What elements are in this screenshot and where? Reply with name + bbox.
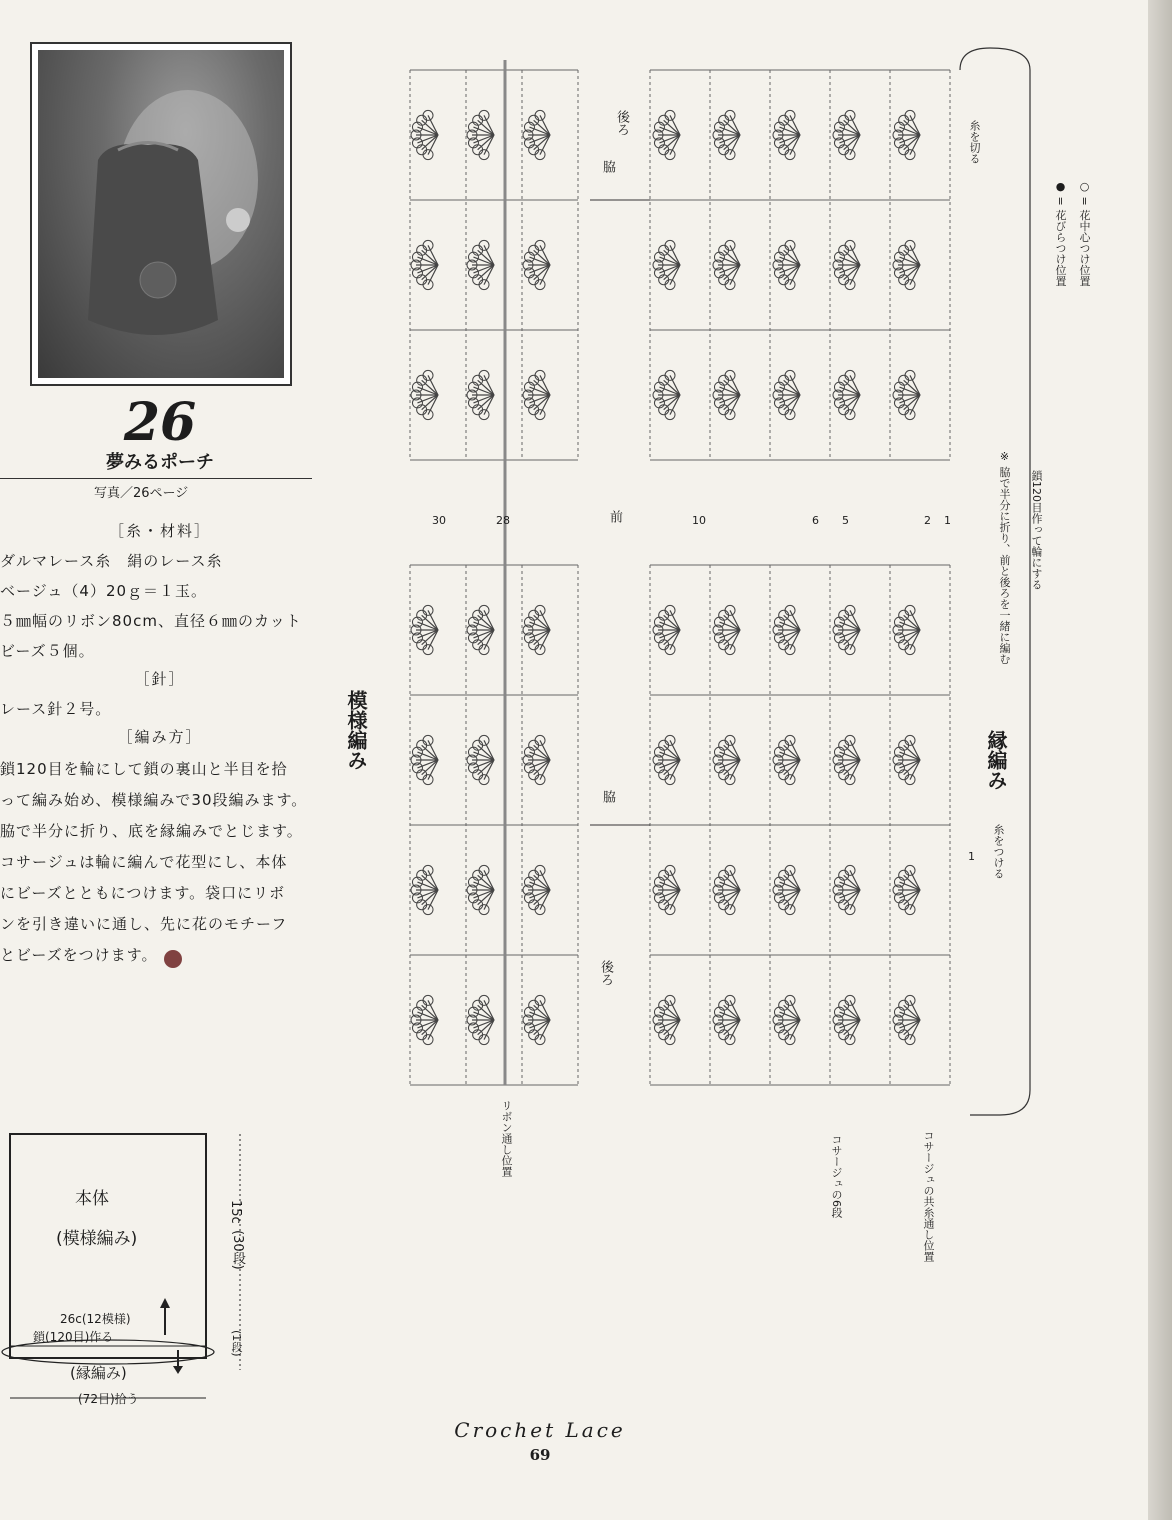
materials-line: ダルマレース糸 絹のレース糸 (0, 552, 223, 570)
cut-yarn-label: 糸を切る (968, 120, 981, 164)
schematic-edge-rows: (1段) (230, 1330, 243, 1357)
method-line: にビーズとともにつけます。袋口にリボ (0, 884, 286, 902)
legend-center: ○ = 花中心つけ位置 (1078, 180, 1091, 287)
fan-motif (833, 240, 860, 289)
fan-motif (653, 735, 680, 784)
fan-motif (523, 995, 550, 1044)
fan-motif (893, 735, 920, 784)
fan-motif (773, 240, 800, 289)
chart-front: 前 (607, 510, 622, 523)
chart-side-bottom: 脇 (600, 790, 615, 803)
crochet-chart (344, 40, 1070, 1262)
row-marker: 6 (812, 514, 819, 527)
fan-motif (523, 370, 550, 419)
fan-motif (713, 110, 740, 159)
corsage-rows-label: コサージュの6段 (830, 1134, 843, 1218)
method-line: ンを引き違いに通し、先に花のモチーフ (0, 915, 288, 933)
pouch-schematic (0, 1130, 300, 1410)
schematic-edge: (縁編み) (70, 1364, 127, 1382)
fan-motif (467, 370, 494, 419)
fan-motif (713, 865, 740, 914)
fan-motif (893, 370, 920, 419)
photo-reference: 写真／26ページ (94, 486, 189, 501)
row-marker: 30 (432, 514, 446, 527)
fan-motif (833, 110, 860, 159)
fan-motif (411, 605, 438, 654)
materials-line: ５㎜幅のリボン80cm、直径６㎜のカット (0, 612, 302, 630)
chart-note: ※ 脇で半分に折り、前と後ろを一緒に編む (998, 450, 1011, 665)
method-line: 鎖120目を輪にして鎖の裏山と半目を拾 (0, 760, 288, 778)
schematic-body-label: 本体 (75, 1189, 109, 1209)
fan-motif (523, 605, 550, 654)
fan-motif (713, 735, 740, 784)
fan-motif (893, 605, 920, 654)
materials-line: ベージュ（4）20ｇ＝１玉。 (0, 582, 208, 600)
chart-title: 模様編み (344, 690, 368, 770)
fan-motif (653, 995, 680, 1044)
pouch-illustration (38, 50, 284, 378)
fan-motif (467, 110, 494, 159)
method-line: コサージュは輪に編んで花型にし、本体 (0, 853, 288, 871)
chart-back-top: 後ろ (614, 110, 629, 136)
materials-heading: ［糸・材料］ (108, 522, 211, 540)
fan-motif (773, 110, 800, 159)
chain-ring-label: 鎖120目作って輪にする (1030, 470, 1043, 590)
fan-motif (773, 605, 800, 654)
footer-brand: Crochet Lace (454, 1418, 626, 1442)
corsage-thread-label: コサージュの共糸通し位置 (922, 1130, 935, 1262)
fan-motif (833, 995, 860, 1044)
materials-line: ビーズ５個。 (0, 642, 95, 660)
row-marker: 10 (692, 514, 706, 527)
method-line: 脇で半分に折り、底を縁編みでとじます。 (0, 822, 303, 840)
row-marker: 5 (842, 514, 849, 527)
fan-motif (467, 865, 494, 914)
title-divider (0, 478, 312, 479)
chart-side-top: 脇 (600, 160, 615, 173)
fan-motif (411, 865, 438, 914)
fan-motif (653, 865, 680, 914)
ink-stain (164, 950, 182, 968)
fan-motif (411, 240, 438, 289)
fan-motif (773, 735, 800, 784)
fan-motif (467, 735, 494, 784)
fan-motif (411, 110, 438, 159)
row-marker: 28 (496, 514, 510, 527)
product-photo-frame (30, 42, 292, 386)
fan-motif (523, 240, 550, 289)
pattern-title: 夢みるポーチ (106, 452, 214, 473)
fan-motif (713, 995, 740, 1044)
attach-yarn-label: 糸をつける (992, 824, 1005, 879)
schematic-chain: 鎖(120目)作る (33, 1330, 114, 1344)
legend-petal: ● = 花びらつけ位置 (1054, 180, 1067, 287)
fan-motif (713, 370, 740, 419)
fan-motif (893, 240, 920, 289)
fan-motif (713, 605, 740, 654)
fan-motif (467, 995, 494, 1044)
ribbon-position-label: リボン通し位置 (500, 1100, 513, 1177)
stitch-diagram (390, 40, 1070, 1120)
fan-motif (713, 240, 740, 289)
fan-motif (833, 605, 860, 654)
schematic-height-rows: (30段) (230, 1230, 245, 1270)
method-line: とビーズをつけます。 (0, 946, 158, 964)
needle-line: レース針２号。 (0, 700, 112, 718)
fan-motif (833, 865, 860, 914)
fan-motif (523, 865, 550, 914)
schematic-pick: (72目)拾う (78, 1392, 139, 1406)
fan-motif (467, 240, 494, 289)
chart-edging-label: 縁編み (984, 730, 1008, 790)
fan-motif (773, 995, 800, 1044)
method-line: って編み始め、模様編みで30段編みます。 (0, 791, 308, 809)
edging-outline (960, 48, 1030, 1115)
fan-motif (653, 240, 680, 289)
schematic-width: 26c(12模様) (60, 1312, 131, 1326)
fan-motif (653, 370, 680, 419)
fan-motif (833, 370, 860, 419)
chart-back-bottom: 後ろ (598, 960, 613, 986)
fan-motif (653, 110, 680, 159)
fan-motif (773, 370, 800, 419)
row-marker: 2 (924, 514, 931, 527)
pattern-number: 26 (123, 392, 197, 453)
row-marker: 1 (968, 850, 975, 863)
fan-motif (773, 865, 800, 914)
fan-motif (833, 735, 860, 784)
fan-motif (893, 110, 920, 159)
needle-heading: ［針］ (134, 670, 186, 688)
schematic-lines (0, 1130, 300, 1410)
row-marker: 1 (944, 514, 951, 527)
pouch-photo (38, 50, 284, 378)
fan-motif (411, 995, 438, 1044)
fan-motif (523, 110, 550, 159)
page-edge-shadow (1148, 0, 1172, 1520)
fan-motif (893, 995, 920, 1044)
method-heading: ［編み方］ (117, 728, 203, 746)
fan-motif (653, 605, 680, 654)
fan-motif (411, 735, 438, 784)
fan-motif (893, 865, 920, 914)
schematic-body-sub: (模様編み) (56, 1229, 138, 1249)
schematic-height: 15c (228, 1200, 243, 1224)
fan-motif (467, 605, 494, 654)
fan-motif (411, 370, 438, 419)
fan-motif (523, 735, 550, 784)
page-number: 69 (529, 1446, 551, 1464)
